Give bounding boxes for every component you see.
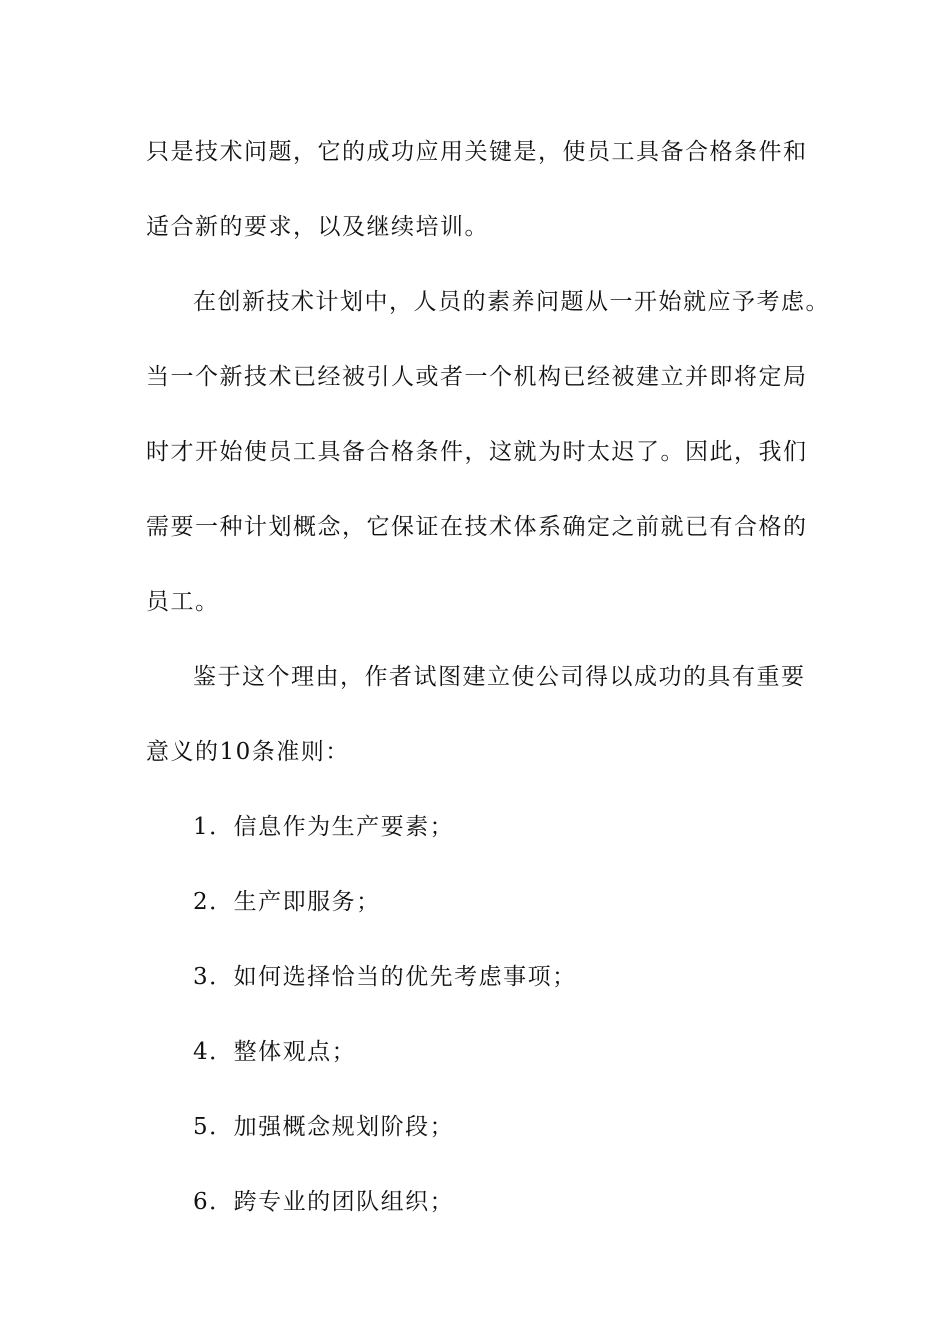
paragraph-2-line-1: 在创新技术计划中，人员的素养问题从一开始就应予考虑。 xyxy=(193,289,830,315)
list-item-6: 6．跨专业的团队组织； xyxy=(193,1189,455,1215)
paragraph-3-line-1: 鉴于这个理由，作者试图建立使公司得以成功的具有重要 xyxy=(193,664,806,690)
paragraph-3-line-2: 意义的10条准则： xyxy=(146,739,350,765)
list-item-4: 4．整体观点； xyxy=(193,1039,357,1065)
list-item-3: 3．如何选择恰当的优先考虑事项； xyxy=(193,964,577,990)
list-item-1: 1．信息作为生产要素； xyxy=(193,814,455,840)
list-item-5: 5．加强概念规划阶段； xyxy=(193,1114,455,1140)
paragraph-1-line-1: 只是技术问题，它的成功应用关键是，使员工具备合格条件和 xyxy=(146,139,808,165)
paragraph-2-line-2: 当一个新技术已经被引人或者一个机构已经被建立并即将定局 xyxy=(146,364,808,390)
paragraph-2-line-4: 需要一种计划概念，它保证在技术体系确定之前就已有合格的 xyxy=(146,514,808,540)
paragraph-2-line-5: 员工。 xyxy=(146,589,220,615)
paragraph-1-line-2: 适合新的要求，以及继续培训。 xyxy=(146,214,489,240)
paragraph-2-line-3: 时才开始使员工具备合格条件，这就为时太迟了。因此，我们 xyxy=(146,439,808,465)
list-item-2: 2．生产即服务； xyxy=(193,889,381,915)
